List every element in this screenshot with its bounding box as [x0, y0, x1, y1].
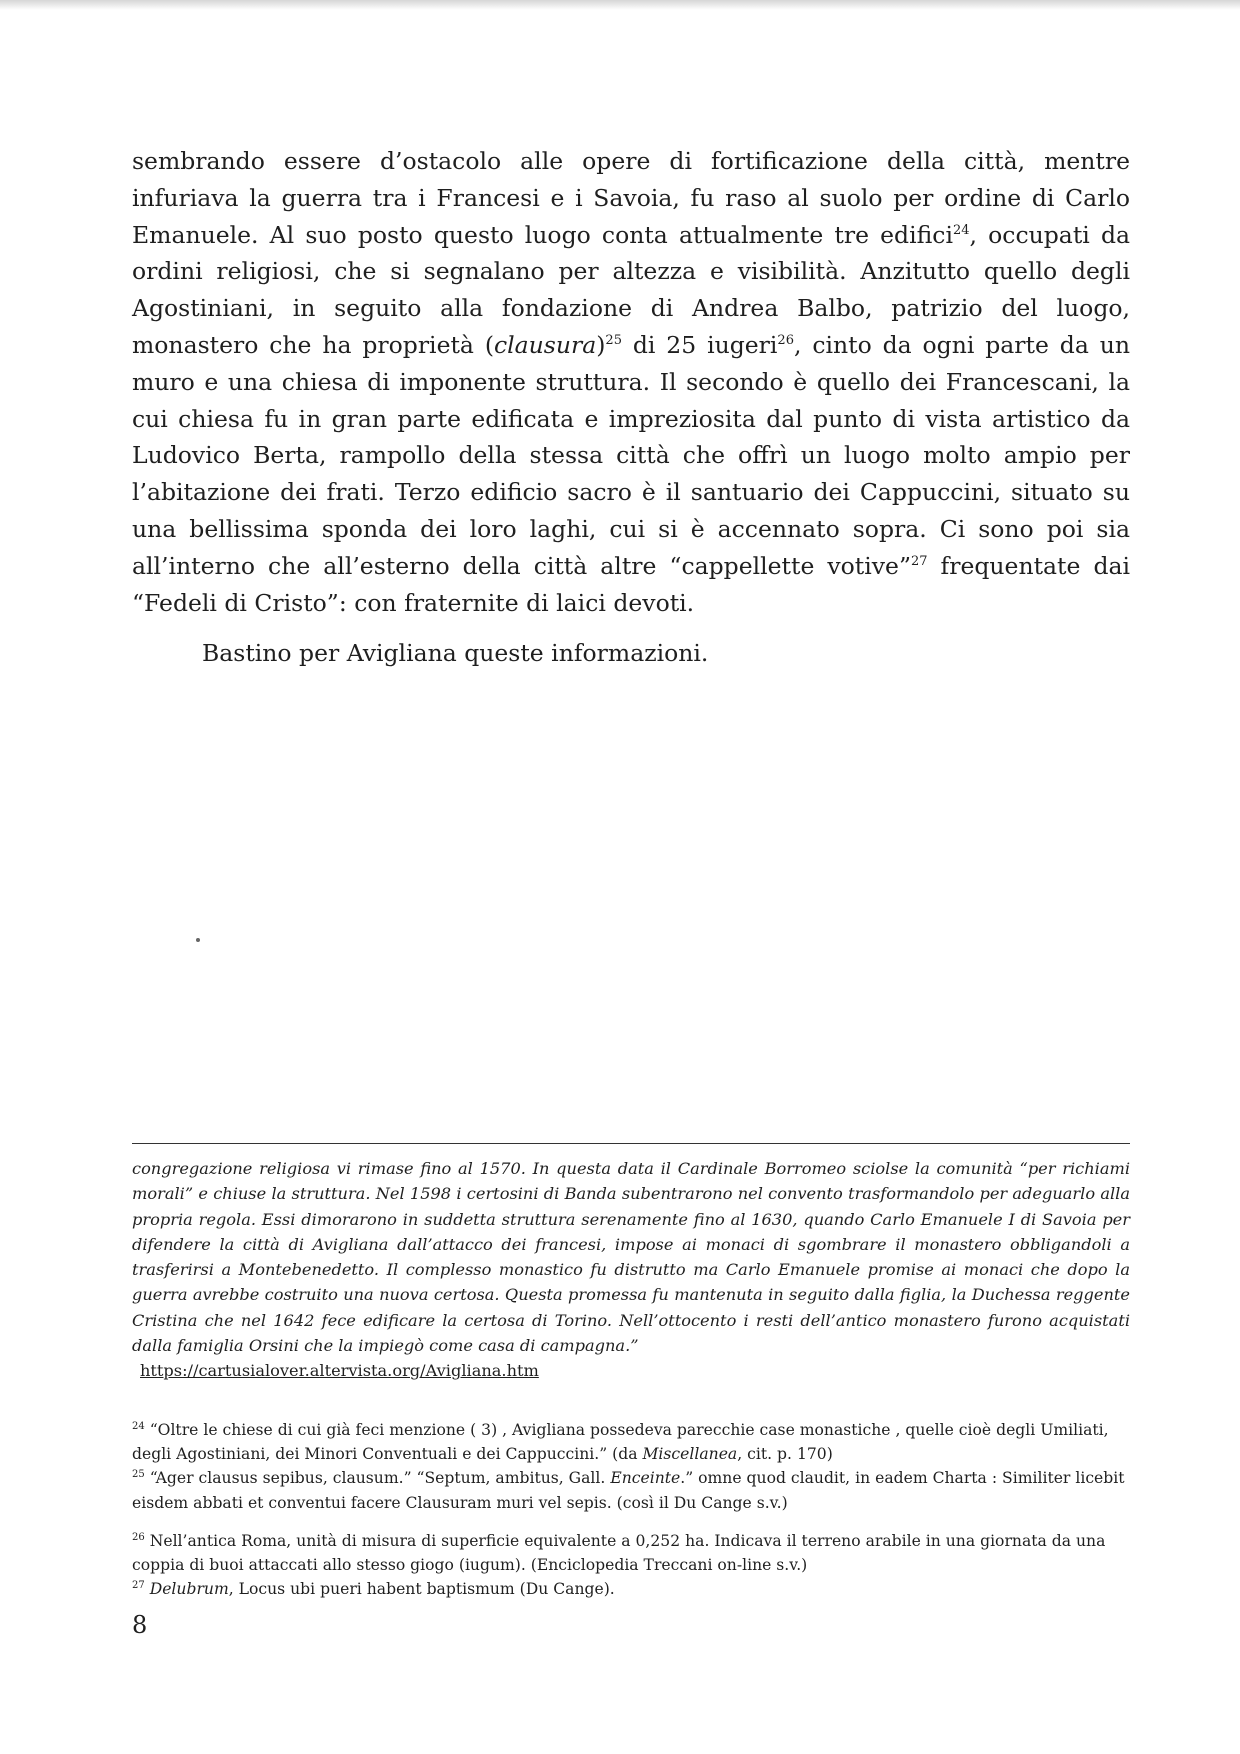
footnote-italic: Miscellanea — [642, 1445, 738, 1464]
clausura-term: clausura — [493, 330, 597, 359]
footnote-ref-26[interactable]: 26 — [777, 333, 794, 349]
text-run: sembrando essere d’ostacolo alle opere di fortificazione della città, mentre infuriava la guerra tra i Francesi e i Savoia, fu raso al suolo per ordine di Carlo Emanuele. Al suo posto questo luogo conta attualmente tre edifici — [132, 147, 1130, 249]
text-run: frequentate dai “Fedeli di Cristo”: con fraternite di laici devoti. — [132, 551, 1131, 617]
scan-speck — [196, 938, 200, 942]
text-run: di 25 iugeri — [621, 330, 778, 359]
footnote-text: “Oltre le chiese di cui già feci menzione ( 3) , Avigliana possedeva parecchie case monastiche , quelle cioè degli Umiliati, degli Agostiniani, dei Minori Conventuali e dei Cappuccini.” (da — [132, 1421, 1109, 1464]
footnote-ref-27[interactable]: 27 — [910, 553, 928, 569]
body-paragraph-1 — [132, 143, 1130, 621]
footnote-continuation — [132, 1156, 1130, 1384]
footnotes — [132, 1418, 1130, 1601]
source-link[interactable]: https://cartusialover.altervista.org/Avigliana.htm — [140, 1361, 539, 1381]
footnote-ref-25[interactable]: 25 — [605, 333, 622, 349]
footnote-italic: Delubrum — [149, 1580, 229, 1599]
footnote-24 — [132, 1418, 1130, 1466]
footnote-text: .” omne quod claudit, in eadem Charta : Similiter licebit eisdem abbati et conventui facere Clausuram muri vel sepis. (così il Du Cange s.v.) — [132, 1469, 1125, 1512]
footnote-number: 26 — [132, 1531, 145, 1543]
footnote-number: 27 — [132, 1580, 145, 1592]
footnote-number: 24 — [132, 1420, 145, 1432]
text-run: ) — [596, 330, 606, 359]
scan-edge — [0, 0, 1240, 10]
footnote-separator — [132, 1143, 1130, 1144]
footnote-26 — [132, 1529, 1130, 1577]
footnote-text: “Ager clausus sepibus, clausum.” “Septum, ambitus, Gall. — [144, 1469, 611, 1488]
main-text — [132, 143, 1130, 672]
footnote-text: Nell’antica Roma, unità di misura di superficie equivalente a 0,252 ha. Indicava il terreno arabile in una giornata da una coppia di buoi attaccati allo stesso giogo (iugum). (Enciclopedia Treccani on-line s.v.) — [132, 1531, 1106, 1575]
footnote-ref-24[interactable]: 24 — [952, 222, 970, 238]
body-paragraph-2: Bastino per Avigliana queste informazioni. — [202, 639, 709, 668]
footnote-27 — [132, 1577, 1130, 1601]
footnote-text: , Locus ubi pueri habent baptismum (Du Cange). — [228, 1580, 615, 1599]
footnote-25 — [132, 1466, 1130, 1514]
footnote-italic: Enceinte — [610, 1469, 681, 1488]
footnote-number: 25 — [132, 1469, 145, 1481]
text-run: , occupati da ordini religiosi, che si segnalano per altezza e visibilità. Anzitutto quello degli Agostiniani, in seguito alla fondazione di Andrea Balbo, patrizio del luogo, monastero che ha proprietà ( — [132, 220, 1130, 359]
page-number: 8 — [132, 1611, 148, 1639]
footnote-continuation-text: congregazione religiosa vi rimase fino al 1570. In questa data il Cardinale Borromeo sciolse la comunità “per richiami morali” e chiuse la struttura. Nel 1598 i certosini di Banda subentrarono nel convento trasformandolo per adeguarlo alla propria regola. Essi dimorarono in suddetta struttura serenamente fino al 1630, quando Carlo Emanuele I di Savoia per difendere la città di Avigliana dall’attacco dei francesi, impose ai monaci di sgombrare il monastero obbligandoli a trasferirsi a Montebenedetto. Il complesso monastico fu distrutto ma Carlo Emanuele promise ai monaci che dopo la guerra avrebbe costruito una nuova certosa. Questa promessa fu mantenuta in seguito dalla figlia, la Duchessa reggente Cristina che nel 1642 fece edificare la certosa di Torino. Nell’ottocento i resti dell’antico monastero furono acquistati dalla famiglia Orsini che la impiegò come casa di campagna.” — [132, 1159, 1130, 1356]
footnote-text: , cit. p. 170) — [737, 1445, 833, 1464]
text-run: , cinto da ogni parte da un muro e una chiesa di imponente struttura. Il secondo è quello dei Francescani, la cui chiesa fu in gran parte edificata e impreziosita dal punto di vista artistico da Ludovico Berta, rampollo della stessa città che offrì un luogo molto ampio per l’abitazione dei frati. Terzo edificio sacro è il santuario dei Cappuccini, situato su una bellissima sponda dei loro laghi, cui si è accennato sopra. Ci sono poi sia all’interno che all’esterno della città altre “cappellette votive” — [132, 330, 1130, 580]
